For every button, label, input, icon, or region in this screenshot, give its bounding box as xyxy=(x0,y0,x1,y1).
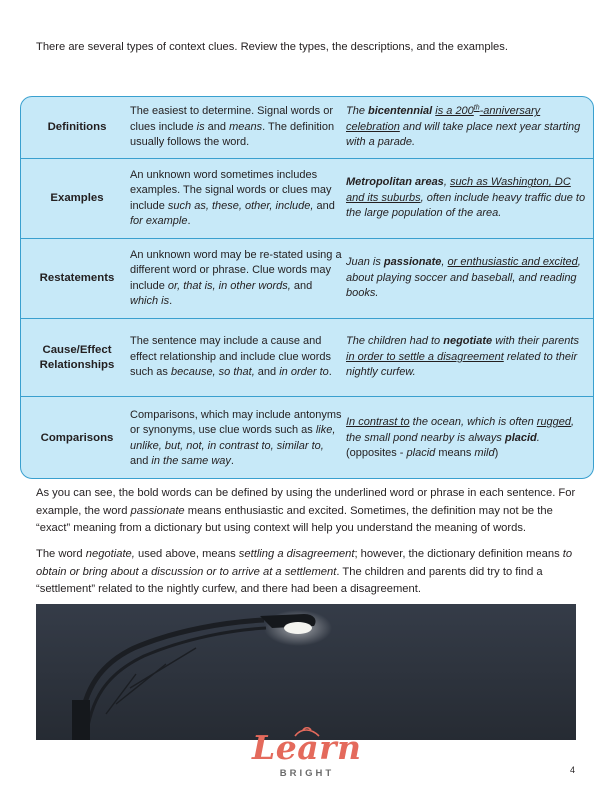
text-run: The sentence may include a cause and effect relationship and include clue words such as xyxy=(130,335,331,379)
text-run: in order to xyxy=(279,366,329,379)
text-run: or, that is, in other words, xyxy=(167,279,291,292)
text-run: placid xyxy=(504,431,537,444)
intro-text: There are several types of context clues. Review the types, the descriptions, and the examples. xyxy=(36,41,508,53)
text-run: is xyxy=(196,120,205,133)
text-run: means xyxy=(435,447,475,460)
text-run: Metropolitan areas xyxy=(346,176,444,189)
text-run: . xyxy=(328,366,332,379)
text-run: and xyxy=(130,454,152,467)
clue-type xyxy=(21,319,133,396)
text-run: An unknown word may be re-stated using a different word or phrase. Clue words may include xyxy=(130,248,342,292)
text-run: , xyxy=(443,176,450,189)
table-row xyxy=(21,319,593,397)
text-run: and xyxy=(254,366,280,379)
text-run: because, so that, xyxy=(170,366,255,379)
text-run: . xyxy=(187,214,191,227)
brand-wordmark: Learn xyxy=(252,728,362,767)
text-run: -anniversary celebration xyxy=(346,105,541,133)
text-run: such as Washington, DC and its suburbs xyxy=(346,176,571,204)
text-run: The word xyxy=(36,548,86,560)
text-run: and xyxy=(290,279,313,292)
text-run: like, unlike, but, not, in contrast to, similar to, xyxy=(130,424,336,452)
clue-description xyxy=(130,397,342,479)
clue-description xyxy=(130,239,342,318)
clue-type xyxy=(21,397,133,479)
text-run: to obtain or bring about a discussion or to arrive at a settlement xyxy=(36,548,573,578)
text-run: The xyxy=(346,105,369,118)
negotiate-paragraph xyxy=(36,546,576,599)
text-run: which is xyxy=(130,294,170,307)
text-run: The children had to xyxy=(346,335,444,348)
learn-bright-logo xyxy=(252,726,362,786)
text-run: passionate xyxy=(130,504,185,517)
table-row xyxy=(21,239,593,319)
text-run: for example xyxy=(130,214,188,227)
text-run: settling a disagreement xyxy=(238,548,355,560)
text-run: As you can see, the bold words can be defined by using the underlined word or phrase in each sentence. For example, the word xyxy=(36,487,576,517)
text-run: and xyxy=(313,199,335,212)
text-run: mild xyxy=(474,447,495,460)
text-run: In contrast to xyxy=(346,416,410,429)
context-clues-table xyxy=(20,96,594,479)
table-row xyxy=(21,97,593,159)
text-run: in the same way xyxy=(151,454,231,467)
page-number: 4 xyxy=(570,765,576,775)
text-run: such as, these, other, include, xyxy=(167,199,314,212)
text-run: An unknown word sometimes includes examples. The signal words or clues may include xyxy=(130,168,332,212)
text-run: Juan is xyxy=(346,256,384,269)
clue-type xyxy=(21,159,133,238)
clue-description xyxy=(130,159,342,238)
clue-type xyxy=(21,239,133,318)
text-run: the ocean, which is often xyxy=(409,416,537,429)
text-run: passionate xyxy=(383,256,442,269)
text-run: bicentennial xyxy=(368,105,433,118)
text-run: . xyxy=(169,294,173,307)
brand-subtitle: BRIGHT xyxy=(279,768,335,779)
text-run: means xyxy=(229,120,263,133)
clue-type-label: Cause/Effect xyxy=(42,343,112,356)
text-run: negotiate xyxy=(443,335,493,348)
text-run: The easiest to determine. Signal words or clues include xyxy=(130,105,333,133)
streetlight-image xyxy=(36,604,576,740)
text-run: with their parents xyxy=(492,335,579,348)
text-run: and will take place next year starting with a parade. xyxy=(346,120,581,149)
text-run: th xyxy=(473,104,480,112)
text-run: , about playing soccer and baseball, and reading books. xyxy=(346,256,581,300)
clue-example xyxy=(346,159,586,238)
clue-type-label: Restatements xyxy=(39,272,115,284)
text-run: . The children and parents did try to find a “settlement” related to the nightly curfew, and there had been a disagreement. xyxy=(36,565,543,595)
clue-example xyxy=(346,239,586,318)
streetlight-photo xyxy=(36,604,576,740)
text-run: , the small pond nearby is always xyxy=(346,416,575,444)
clue-type-label: Comparisons xyxy=(40,432,114,444)
clue-type-label: Definitions xyxy=(47,121,107,133)
text-run: Comparisons, which may include antonyms or synonyms, use clue words such as xyxy=(130,408,342,437)
text-run: in order to settle a disagreement xyxy=(346,350,504,363)
text-run: related to their nightly curfew. xyxy=(346,350,578,379)
clue-type xyxy=(21,97,133,158)
clue-description xyxy=(130,319,342,396)
text-run: negotiate, xyxy=(85,548,135,560)
text-run: rugged xyxy=(536,416,572,429)
text-run: means enthusiastic and excited. Sometimes, the definition may not be the “exact” meaning from a dictionary but using context will help you understand the meaning of words. xyxy=(36,504,553,534)
text-run: , xyxy=(441,256,448,269)
text-run: . The definition usually follows the word. xyxy=(130,120,335,149)
text-run: . xyxy=(230,454,234,467)
text-run: and xyxy=(204,120,230,133)
clue-type-label: Examples xyxy=(50,192,104,204)
text-run: used above, means xyxy=(134,548,239,560)
text-run: placid xyxy=(406,447,436,460)
text-run: . xyxy=(536,431,540,444)
table-row xyxy=(21,397,593,479)
clue-type-label: Relationships xyxy=(39,358,115,371)
clue-example xyxy=(346,319,586,396)
table-row xyxy=(21,159,593,239)
text-run: ; however, the dictionary definition means xyxy=(354,548,563,560)
clue-example xyxy=(346,397,586,479)
text-run: ) xyxy=(494,447,499,460)
text-run: is a 200 xyxy=(435,105,474,118)
text-run: (opposites - xyxy=(346,447,407,460)
text-run: , often include heavy traffic due to the large population of the area. xyxy=(346,191,586,220)
clue-example xyxy=(346,97,586,158)
text-run: or enthusiastic and excited xyxy=(447,256,578,269)
explanation-paragraph xyxy=(36,485,576,538)
clue-description xyxy=(130,97,342,158)
